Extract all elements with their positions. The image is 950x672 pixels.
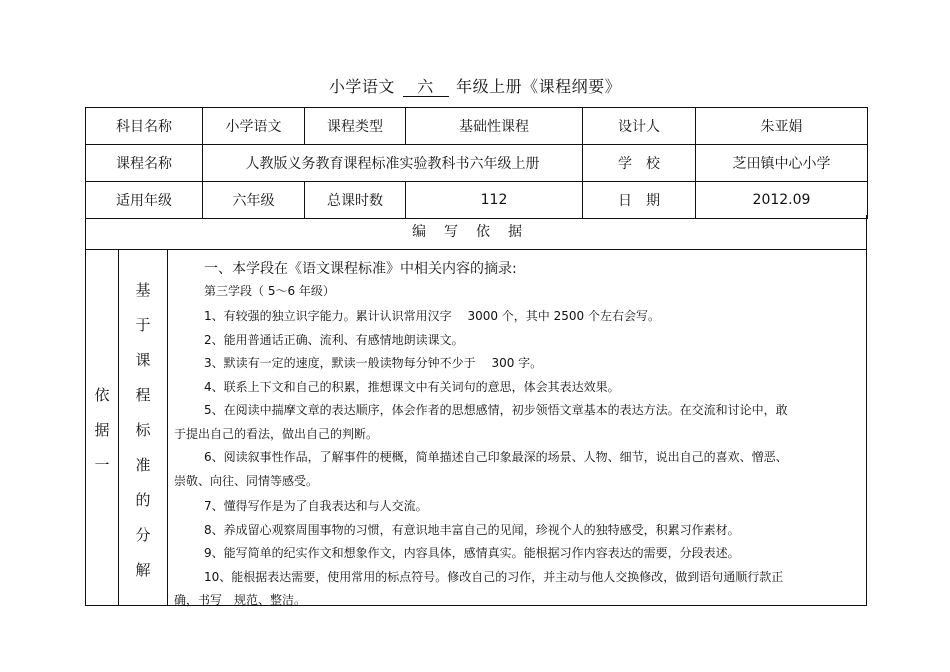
school-value: 芝田镇中心小学 — [696, 145, 868, 182]
course-name-label: 课程名称 — [86, 145, 203, 182]
title-suffix: 年级上册《课程纲要》 — [456, 77, 622, 96]
vertical-char: 一 — [94, 456, 110, 474]
list-item: 9、能写简单的纪实作文和想象作文，内容具体，感情真实。能根据习作内容表达的需要，分段表述。 — [204, 546, 740, 560]
list-item: 2、能用普通话正确、流利、有感情地朗读课文。 — [204, 333, 464, 347]
table-row — [86, 182, 868, 219]
list-item-continued: 确，书写 规范、整洁。 — [174, 593, 307, 607]
date-label: 日 期 — [583, 182, 696, 219]
title-prefix: 小学语文 — [328, 77, 395, 96]
vertical-char: 于 — [135, 316, 151, 334]
list-item: 8、养成留心观察周围事物的习惯，有意识地丰富自己的见闻，珍视个人的独特感受，积累习作素材。 — [204, 523, 740, 537]
document-title — [0, 74, 950, 97]
list-item-continued: 崇敬、向往、同情等感受。 — [174, 474, 319, 488]
list-item: 7、懂得写作是为了自我表达和与人交流。 — [204, 499, 428, 513]
course-info-table — [85, 107, 868, 219]
subject-name-value: 小学语文 — [203, 108, 305, 145]
vertical-char: 解 — [135, 561, 151, 579]
designer-label: 设计人 — [583, 108, 696, 145]
stage-label: 第三学段（ 5～6 年级） — [204, 284, 335, 298]
vertical-char: 依 — [94, 386, 110, 404]
basis-number-column — [86, 250, 119, 605]
vertical-char: 标 — [135, 421, 151, 439]
list-item: 4、联系上下文和自己的积累，推想课文中有关词句的意思，体会其表达效果。 — [204, 380, 620, 394]
vertical-char: 的 — [135, 491, 151, 509]
excerpt-heading: 一、本学段在《语文课程标准》中相关内容的摘录: — [204, 261, 517, 277]
vertical-char: 分 — [135, 526, 151, 544]
vertical-char: 课 — [135, 351, 151, 369]
vertical-char: 程 — [135, 386, 151, 404]
vertical-char: 基 — [135, 281, 151, 299]
section-heading: 编写依据 — [85, 215, 867, 249]
total-hours-value: 112 — [406, 182, 583, 219]
total-hours-label: 总课时数 — [305, 182, 406, 219]
school-label: 学 校 — [583, 145, 696, 182]
list-item-continued: 于提出自己的看法，做出自己的判断。 — [174, 427, 379, 441]
basis-title-column — [119, 250, 168, 605]
basis-section — [85, 249, 867, 606]
list-item: 3、默读有一定的速度，默读一般读物每分钟不少于 300 字。 — [204, 356, 543, 370]
course-type-value: 基础性课程 — [406, 108, 583, 145]
title-grade: 六 — [403, 78, 449, 97]
list-item: 1、有较强的独立识字能力。累计认识常用汉字 3000 个，其中 2500 个左右会写。 — [204, 309, 660, 323]
list-item: 6、阅读叙事性作品，了解事件的梗概，简单描述自己印象最深的场景、人物、细节，说出自己的喜欢、憎恶、 — [204, 450, 788, 464]
list-item: 10、能根据表达需要，使用常用的标点符号。修改自己的习作，并主动与他人交换修改，做到语句通顺行款正 — [204, 570, 784, 584]
table-row — [86, 145, 868, 182]
table-row — [86, 108, 868, 145]
subject-name-label: 科目名称 — [86, 108, 203, 145]
list-item: 5、在阅读中揣摩文章的表达顺序，体会作者的思想感情，初步领悟文章基本的表达方法。在交流和讨论中，敢 — [204, 403, 788, 417]
grade-label: 适用年级 — [86, 182, 203, 219]
grade-value: 六年级 — [203, 182, 305, 219]
vertical-char: 据 — [94, 421, 110, 439]
designer-value: 朱亚娟 — [696, 108, 868, 145]
date-value: 2012.09 — [696, 182, 868, 219]
course-type-label: 课程类型 — [305, 108, 406, 145]
vertical-char: 准 — [135, 456, 151, 474]
course-name-value: 人教版义务教育课程标准实验教科书六年级上册 — [203, 145, 583, 182]
